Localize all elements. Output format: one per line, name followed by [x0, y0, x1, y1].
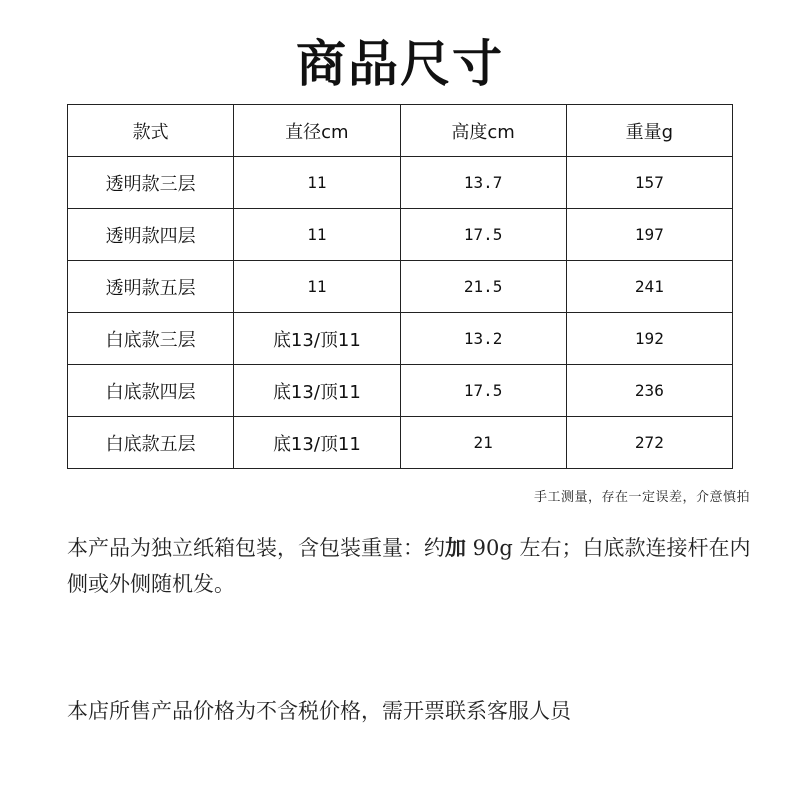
header-weight: 重量g [566, 105, 732, 157]
cell-style: 白底款五层 [68, 417, 234, 469]
header-style: 款式 [68, 105, 234, 157]
cell-diameter: 底13/顶11 [234, 365, 400, 417]
cell-style: 透明款四层 [68, 209, 234, 261]
packaging-text-start: 本产品为独立纸箱包装，含包装重量：约 [67, 536, 445, 560]
cell-diameter: 11 [234, 209, 400, 261]
cell-weight: 241 [566, 261, 732, 313]
cell-height: 21.5 [400, 261, 566, 313]
cell-weight: 192 [566, 313, 732, 365]
page-title: 商品尺寸 [296, 35, 504, 93]
cell-weight: 236 [566, 365, 732, 417]
cell-weight: 272 [566, 417, 732, 469]
packaging-text-bold: 加 [445, 536, 466, 560]
table-row [68, 313, 733, 365]
cell-style: 透明款三层 [68, 157, 234, 209]
packaging-paragraph [67, 530, 757, 602]
cell-weight: 197 [566, 209, 732, 261]
cell-style: 透明款五层 [68, 261, 234, 313]
measurement-note: 手工测量，存在一定误差，介意慎拍 [533, 490, 750, 505]
cell-diameter: 11 [234, 261, 400, 313]
cell-diameter: 底13/顶11 [234, 417, 400, 469]
table-row [68, 209, 733, 261]
table-row [68, 157, 733, 209]
cell-height: 13.2 [400, 313, 566, 365]
table-row [68, 417, 733, 469]
cell-style: 白底款四层 [68, 365, 234, 417]
cell-height: 17.5 [400, 365, 566, 417]
cell-style: 白底款三层 [68, 313, 234, 365]
packaging-text-end: 90g 左右；白底款连接杆在内侧或外侧随机发。 [67, 536, 751, 596]
cell-height: 17.5 [400, 209, 566, 261]
tax-paragraph: 本店所售产品价格为不含税价格，需开票联系客服人员 [67, 699, 571, 723]
cell-height: 13.7 [400, 157, 566, 209]
size-table [67, 104, 733, 469]
cell-diameter: 底13/顶11 [234, 313, 400, 365]
table-row [68, 261, 733, 313]
cell-diameter: 11 [234, 157, 400, 209]
cell-weight: 157 [566, 157, 732, 209]
header-diameter: 直径cm [234, 105, 400, 157]
header-height: 高度cm [400, 105, 566, 157]
table-header-row [68, 105, 733, 157]
cell-height: 21 [400, 417, 566, 469]
table-row [68, 365, 733, 417]
